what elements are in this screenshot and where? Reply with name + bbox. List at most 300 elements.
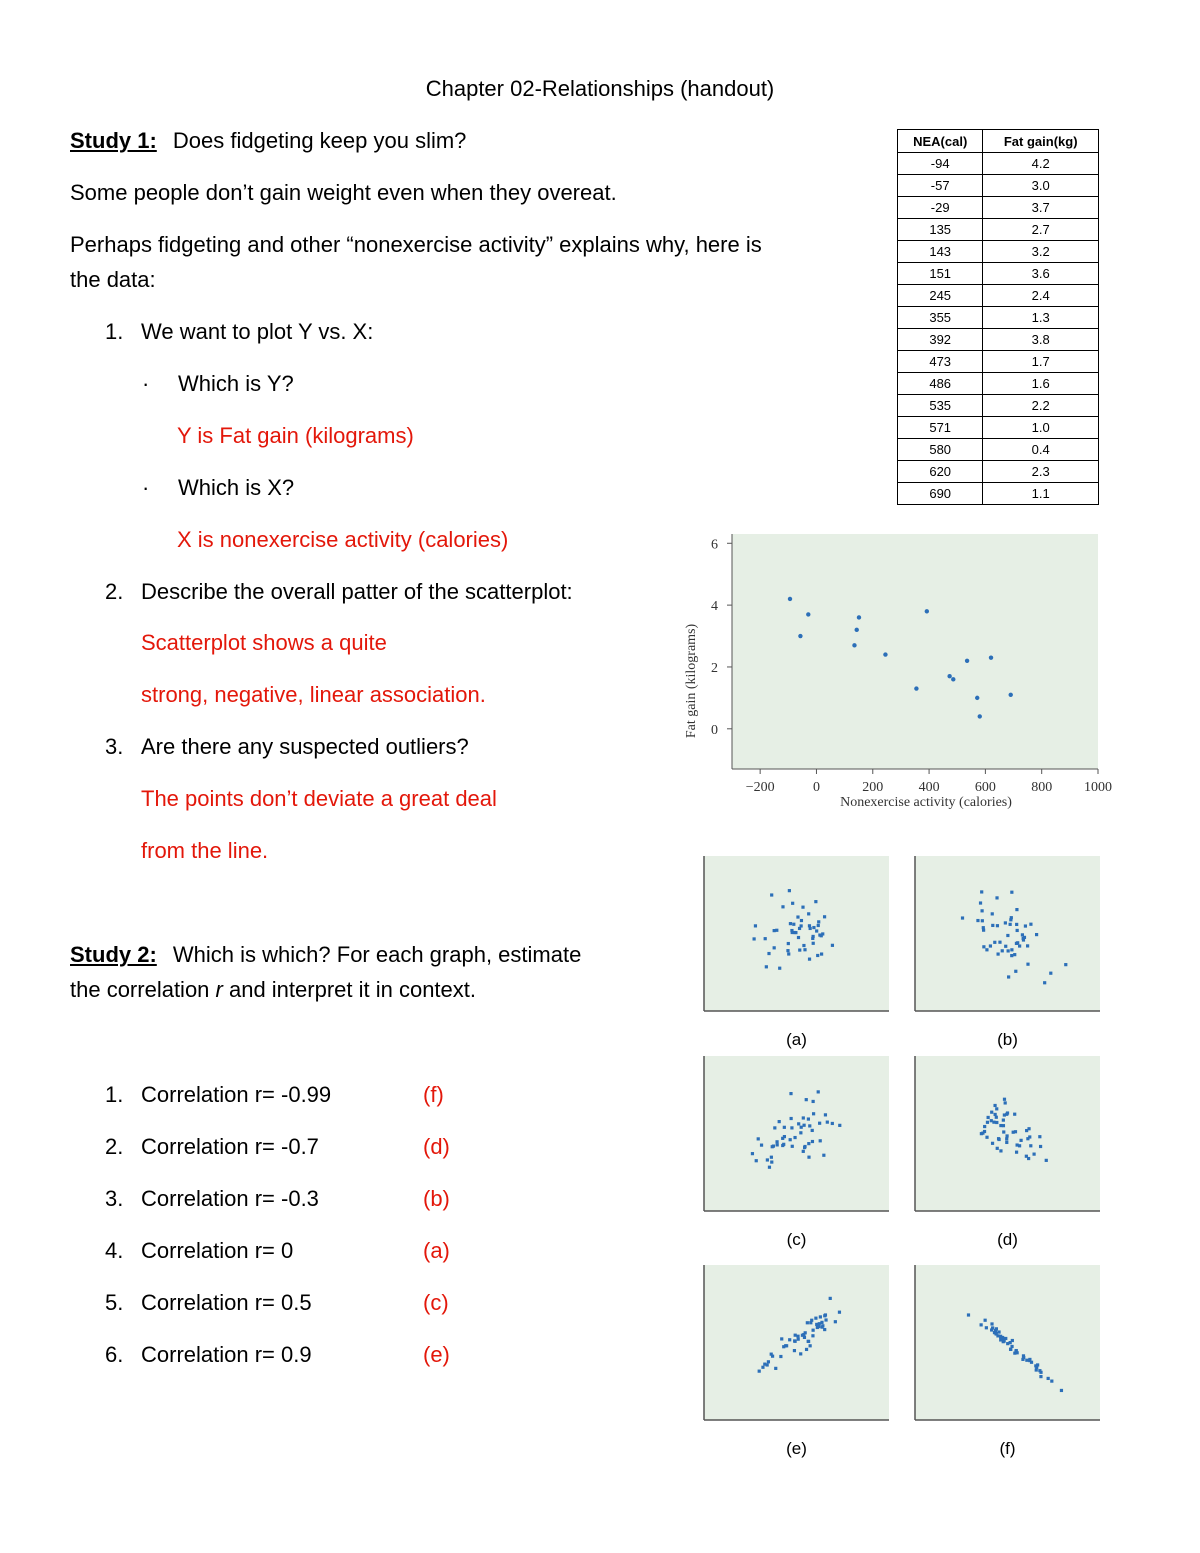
panel-point [1016, 1351, 1019, 1354]
panel-point [778, 1120, 781, 1123]
panel-point [797, 1338, 800, 1341]
panel-point [789, 922, 792, 925]
panel-point [1010, 1345, 1013, 1348]
table-row [898, 219, 1099, 241]
panel-point [996, 924, 999, 927]
data-point [978, 714, 982, 718]
x-tick-label: 600 [974, 780, 996, 795]
table-cell-nea: 580 [898, 439, 983, 461]
table-cell-fat: 3.8 [983, 329, 1099, 351]
panel-point [811, 1129, 814, 1132]
panel-point [803, 1145, 806, 1148]
plot-background [732, 534, 1098, 769]
correlation-answer: (e) [423, 1342, 450, 1367]
panel-point [1016, 1143, 1019, 1146]
panel-point [812, 926, 815, 929]
panel-point [995, 1116, 998, 1119]
panel-point [809, 1321, 812, 1324]
panel-point [807, 1142, 810, 1145]
panel-point [1047, 1377, 1050, 1380]
question-2-text: Describe the overall patter of the scatterplot: [141, 579, 573, 604]
answer-2a: Scatterplot shows a quite [141, 630, 387, 655]
panel-point [987, 1116, 990, 1119]
panel-point [794, 1334, 797, 1337]
panel-point [800, 919, 803, 922]
table-cell-fat: 4.2 [983, 153, 1099, 175]
study1-question: Does fidgeting keep you slim? [172, 128, 467, 153]
study2-text-1: Which is which? For each graph, estimate [172, 942, 582, 967]
panel-point [800, 1126, 803, 1129]
question-1 [105, 319, 373, 345]
panel-point [789, 1092, 792, 1095]
panel-point [797, 1122, 800, 1125]
panel-point [790, 1126, 793, 1129]
table-row [898, 197, 1099, 219]
panel-point [786, 949, 789, 952]
panel-point [996, 1147, 999, 1150]
panel-point [779, 1355, 782, 1358]
panel-point [767, 952, 770, 955]
panel-point [838, 1124, 841, 1127]
panel-point [796, 1335, 799, 1338]
panel-point [1002, 1124, 1005, 1127]
panel-label: (f) [999, 1439, 1016, 1458]
panel-point [997, 1138, 1000, 1141]
data-point [914, 686, 918, 690]
panel-label: (d) [997, 1230, 1018, 1249]
panel-point [979, 901, 982, 904]
panel-point [791, 931, 794, 934]
panel-point [990, 1322, 993, 1325]
panel-point [1016, 941, 1019, 944]
panel-point [1007, 975, 1010, 978]
panel-point [1045, 1159, 1048, 1162]
panel-point [817, 1325, 820, 1328]
panel-point [1021, 933, 1024, 936]
table-row [898, 483, 1099, 505]
panel-point [999, 1338, 1002, 1341]
panel-point [770, 1156, 773, 1159]
panel-point [1038, 1369, 1041, 1372]
table-row [898, 285, 1099, 307]
data-point [806, 612, 810, 616]
panel-point [778, 967, 781, 970]
page-title: Chapter 02-Relationships (handout) [425, 76, 775, 101]
panel-point [785, 1344, 788, 1347]
panel-point [799, 1131, 802, 1134]
panel-point [1009, 923, 1012, 926]
panel-point [811, 1334, 814, 1337]
panel-point [814, 1317, 817, 1320]
panel-point [821, 1324, 824, 1327]
panel-point [793, 1136, 796, 1139]
data-point [852, 643, 856, 647]
correlation-text: Correlation r= -0.3 [141, 1186, 319, 1211]
panel-point [766, 1363, 769, 1366]
panel-point [1060, 1389, 1063, 1392]
panel-point [1049, 972, 1052, 975]
study2-text-2b: and interpret it in context. [222, 977, 476, 1002]
panel-point [802, 944, 805, 947]
panel-point [808, 1124, 811, 1127]
table-cell-nea: 245 [898, 285, 983, 307]
answer-2b: strong, negative, linear association. [141, 682, 486, 707]
study1-heading [70, 128, 466, 154]
panel-point [998, 941, 1001, 944]
correlation-number: 2. [105, 1134, 124, 1159]
panel-point [1004, 1101, 1007, 1104]
panel-point [817, 920, 820, 923]
panel-point [995, 1121, 998, 1124]
data-point [965, 659, 969, 663]
data-point [855, 628, 859, 632]
panel-point [794, 931, 797, 934]
panel-point [1010, 948, 1013, 951]
panel-point [775, 929, 778, 932]
panel-point [773, 946, 776, 949]
study1-paragraph-1: Some people don’t gain weight even when they overeat. [70, 180, 617, 205]
correlation-answer: (f) [423, 1082, 444, 1107]
table-cell-nea: 143 [898, 241, 983, 263]
panel-point [1022, 937, 1025, 940]
panel-point [1002, 1119, 1005, 1122]
panel-point [1010, 891, 1013, 894]
question-2-number: 2. [105, 579, 124, 604]
data-point [788, 597, 792, 601]
panel-point [967, 1313, 970, 1316]
panel-point [985, 948, 988, 951]
panel-point [812, 1329, 815, 1332]
table-cell-nea: -94 [898, 153, 983, 175]
panel-point [824, 1318, 827, 1321]
panel-point [819, 1315, 822, 1318]
bullet-which-y [142, 371, 294, 397]
table-cell-fat: 2.7 [983, 219, 1099, 241]
table-cell-nea: 151 [898, 263, 983, 285]
panel-point [791, 1145, 794, 1148]
study2-text-2 [70, 977, 476, 1003]
x-tick-label: 200 [862, 780, 884, 795]
panel-point [1024, 924, 1027, 927]
data-point [951, 677, 955, 681]
panel-point [796, 915, 799, 918]
panel-point [826, 1121, 829, 1124]
table-cell-fat: 3.6 [983, 263, 1099, 285]
panel-point [755, 1159, 758, 1162]
panel-point [834, 1320, 837, 1323]
panel-point [770, 1160, 773, 1163]
table-cell-nea: 690 [898, 483, 983, 505]
correlation-panel [704, 1056, 889, 1249]
data-point [947, 674, 951, 678]
panel-point [1022, 1354, 1025, 1357]
panel-point [806, 1321, 809, 1324]
bullet-glyph: · [142, 371, 150, 396]
panel-point [817, 1090, 820, 1093]
panel-point [812, 1112, 815, 1115]
panel-point [766, 1158, 769, 1161]
bullet-which-x [142, 475, 294, 501]
correlation-item [105, 1238, 293, 1264]
panel-point [798, 927, 801, 930]
study1-paragraph-2a: Perhaps fidgeting and other “nonexercise activity” explains why, here is [70, 232, 762, 257]
panel-point [981, 919, 984, 922]
table-cell-nea: 473 [898, 351, 983, 373]
panel-point [961, 916, 964, 919]
panel-point [817, 924, 820, 927]
panel-point [807, 1156, 810, 1159]
panel-point [980, 1323, 983, 1326]
panel-point [797, 936, 800, 939]
table-cell-nea: 392 [898, 329, 983, 351]
panel-point [996, 952, 999, 955]
table-cell-nea: 620 [898, 461, 983, 483]
panel-point [992, 1121, 995, 1124]
table-row [898, 307, 1099, 329]
panel-point [999, 1149, 1002, 1152]
panel-point [976, 919, 979, 922]
panel-point [1021, 1358, 1024, 1361]
y-tick-label: 4 [711, 599, 718, 615]
panel-point [798, 948, 801, 951]
panel-point [805, 1098, 808, 1101]
panel-point [1004, 921, 1007, 924]
panel-point [983, 1125, 986, 1128]
panel-point [788, 889, 791, 892]
panel-point [805, 1348, 808, 1351]
panel-point [991, 1142, 994, 1145]
table-header-nea: NEA(cal) [898, 130, 983, 153]
panel-point [1005, 1134, 1008, 1137]
panel-point [823, 1314, 826, 1317]
panel-point [991, 924, 994, 927]
panel-point [787, 952, 790, 955]
panel-point [809, 1344, 812, 1347]
panel-point [758, 1370, 761, 1373]
study2-label: Study 2: [70, 942, 157, 967]
panel-point [793, 1349, 796, 1352]
table-cell-fat: 2.2 [983, 395, 1099, 417]
panel-point [761, 1366, 764, 1369]
answer-y: Y is Fat gain (kilograms) [177, 423, 414, 448]
panel-point [995, 896, 998, 899]
panel-point [807, 912, 810, 915]
panel-point [804, 1331, 807, 1334]
table-header-row [898, 130, 1099, 153]
table-cell-nea: 571 [898, 417, 983, 439]
panel-point [1039, 1145, 1042, 1148]
data-point [975, 696, 979, 700]
y-tick-label: 6 [711, 537, 718, 553]
panel-point [1035, 933, 1038, 936]
panel-point [751, 1152, 754, 1155]
panel-point [982, 929, 985, 932]
panel-point [823, 915, 826, 918]
correlation-item [105, 1134, 319, 1160]
correlation-text: Correlation r= 0.5 [141, 1290, 312, 1315]
panel-point [993, 1104, 996, 1107]
x-tick-label: 400 [918, 780, 940, 795]
panel-point [1005, 1141, 1008, 1144]
panel-point [1013, 953, 1016, 956]
table-cell-nea: 486 [898, 373, 983, 395]
panel-point [995, 1332, 998, 1335]
panel-point [1016, 929, 1019, 932]
panel-label: (e) [786, 1439, 807, 1458]
panel-point [801, 1334, 804, 1337]
fat-gain-scatterplot [676, 528, 1112, 818]
panel-point [1038, 1135, 1041, 1138]
panel-point [1028, 1135, 1031, 1138]
panel-point [811, 937, 814, 940]
table-row [898, 175, 1099, 197]
table-cell-fat: 3.2 [983, 241, 1099, 263]
panel-point [980, 909, 983, 912]
table-cell-fat: 1.7 [983, 351, 1099, 373]
panel-point [1014, 970, 1017, 973]
panel-point [986, 1121, 989, 1124]
panel-label: (c) [786, 1230, 807, 1249]
nea-data-table [897, 129, 1099, 505]
panel-point [984, 1319, 987, 1322]
panel-point [1019, 1139, 1022, 1142]
table-cell-nea: -29 [898, 197, 983, 219]
correlation-number: 6. [105, 1342, 124, 1367]
bullet-glyph: · [142, 475, 150, 500]
which-y-text: Which is Y? [178, 371, 294, 396]
panel-point [820, 952, 823, 955]
panel-point [1010, 916, 1013, 919]
panel-point [757, 1137, 760, 1140]
correlation-number: 4. [105, 1238, 124, 1263]
correlation-panels [700, 852, 1105, 1462]
correlation-text: Correlation r= -0.7 [141, 1134, 319, 1159]
question-1-text: We want to plot Y vs. X: [141, 319, 374, 344]
panel-point [1026, 944, 1029, 947]
panel-point [768, 1166, 771, 1169]
panel-point [1003, 1339, 1006, 1342]
table-row [898, 263, 1099, 285]
correlation-panel [704, 1265, 889, 1458]
correlation-text: Correlation r= 0.9 [141, 1342, 312, 1367]
correlation-text: Correlation r= -0.99 [141, 1082, 332, 1107]
panel-point [980, 1132, 983, 1135]
answer-3a: The points don’t deviate a great deal [141, 786, 497, 811]
panel-point [991, 1326, 994, 1329]
table-row [898, 439, 1099, 461]
panel-point [812, 942, 815, 945]
panel-point [1009, 1348, 1012, 1351]
table-row [898, 329, 1099, 351]
panel-point [760, 1144, 763, 1147]
panel-point [783, 1135, 786, 1138]
table-row [898, 373, 1099, 395]
x-tick-label: −200 [745, 780, 775, 795]
panel-point [994, 1113, 997, 1116]
table-cell-fat: 2.4 [983, 285, 1099, 307]
which-x-text: Which is X? [178, 475, 295, 500]
panel-point [1004, 945, 1007, 948]
table-body [898, 153, 1099, 505]
panel-point [765, 965, 768, 968]
study1-paragraph-2b: the data: [70, 267, 156, 292]
panel-point [819, 1139, 822, 1142]
panel-point [1006, 934, 1009, 937]
table-cell-nea: 135 [898, 219, 983, 241]
panel-point [824, 1113, 827, 1116]
panel-point [1043, 981, 1046, 984]
x-tick-label: 800 [1031, 780, 1053, 795]
panel-point [790, 1117, 793, 1120]
y-tick-label: 2 [711, 660, 718, 676]
table-row [898, 395, 1099, 417]
table-header-fat: Fat gain(kg) [983, 130, 1099, 153]
x-tick-label: 1000 [1084, 780, 1112, 795]
correlation-panel [915, 1265, 1100, 1458]
question-3-text: Are there any suspected outliers? [141, 734, 469, 759]
panel-point [801, 906, 804, 909]
panel-point [771, 1355, 774, 1358]
y-axis-label: Fat gain (kilograms) [684, 623, 699, 739]
panel-point [1007, 949, 1010, 952]
panel-point [793, 1339, 796, 1342]
panel-point [1029, 1144, 1032, 1147]
panel-point [1039, 1375, 1042, 1378]
panel-point [808, 958, 811, 961]
data-point [883, 652, 887, 656]
panel-point [1010, 954, 1013, 957]
panel-point [788, 1338, 791, 1341]
panel-point [802, 1150, 805, 1153]
panel-point [775, 1140, 778, 1143]
panel-point [802, 1116, 805, 1119]
table-row [898, 241, 1099, 263]
panel-point [989, 944, 992, 947]
study1-label: Study 1: [70, 128, 157, 153]
correlation-item [105, 1342, 312, 1368]
study2-text-2a: the correlation [70, 977, 216, 1002]
panel-point [985, 1136, 988, 1139]
panel-point [1015, 923, 1018, 926]
panel-point [1029, 923, 1032, 926]
correlation-answer: (b) [423, 1186, 450, 1211]
correlation-item [105, 1290, 312, 1316]
panel-point [1013, 1113, 1016, 1116]
panel-point [767, 1360, 770, 1363]
table-cell-fat: 1.3 [983, 307, 1099, 329]
data-point [925, 609, 929, 613]
panel-point [820, 934, 823, 937]
panel-point [997, 1330, 1000, 1333]
panel-point [1005, 1113, 1008, 1116]
panel-point [1003, 1098, 1006, 1101]
panel-background [704, 1056, 889, 1211]
correlation-panel [915, 1056, 1100, 1249]
panel-point [803, 1124, 806, 1127]
data-point [989, 655, 993, 659]
panel-point [782, 1143, 785, 1146]
panel-point [772, 1144, 775, 1147]
answer-3b: from the line. [141, 838, 269, 863]
panel-point [1028, 1358, 1031, 1361]
table-cell-fat: 0.4 [983, 439, 1099, 461]
panel-point [1026, 963, 1029, 966]
panel-point [1009, 1341, 1012, 1344]
panel-point [1002, 1130, 1005, 1133]
table-cell-nea: -57 [898, 175, 983, 197]
table-row [898, 153, 1099, 175]
table-cell-fat: 1.6 [983, 373, 1099, 395]
